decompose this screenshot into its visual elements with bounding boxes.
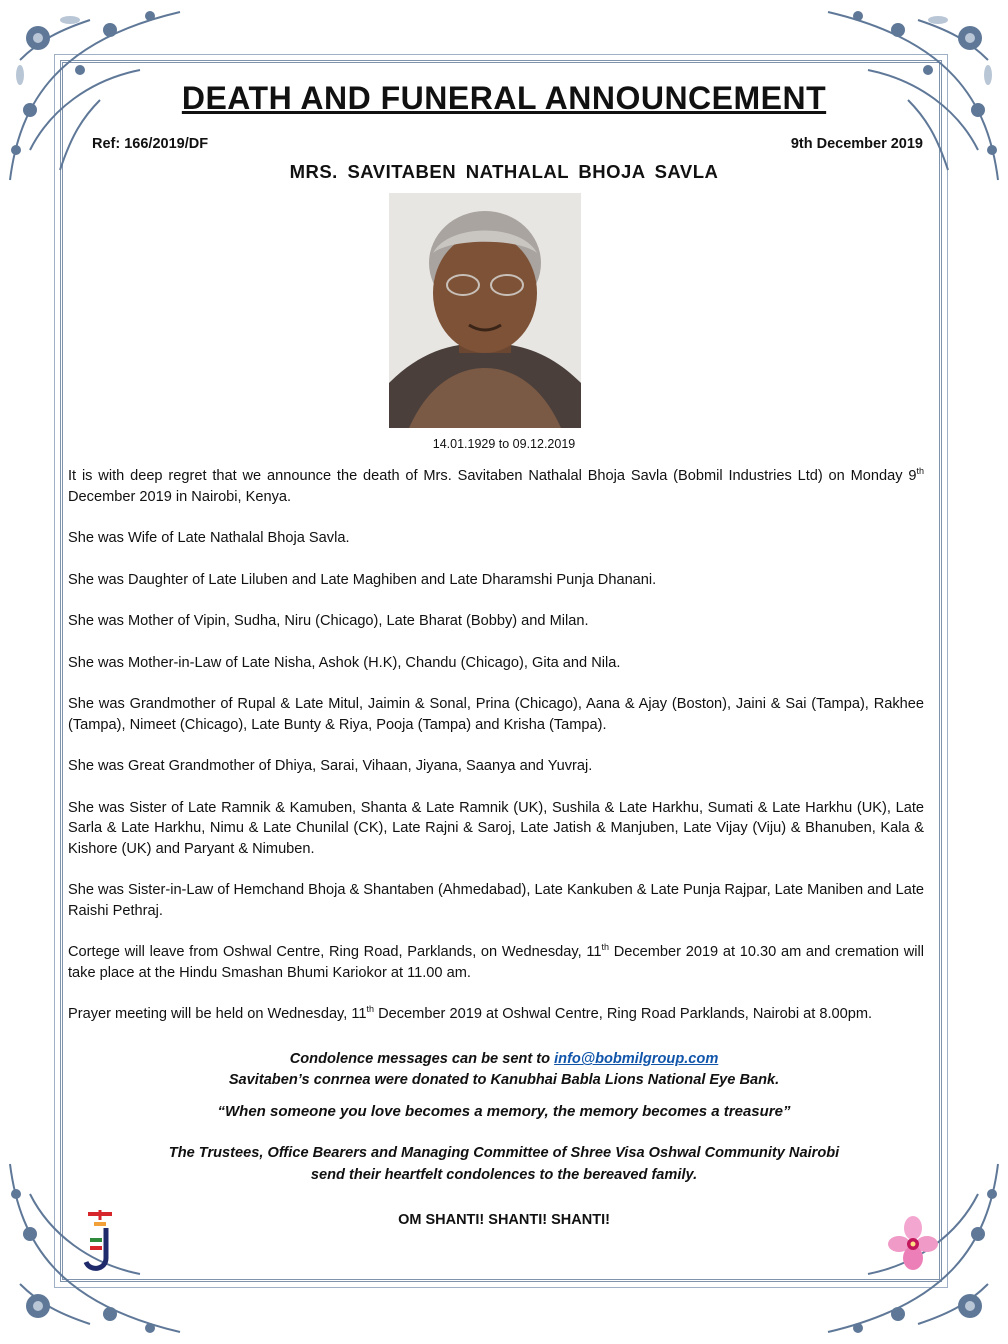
paragraph-sister: She was Sister of Late Ramnik & Kamuben, Shanta & Late Ramnik (UK), Sushila & Late Harkhu, Sumati & Late Harkhu (UK), Late Sarla & Late Harkhu, Nimu & Late Chunilal (CK), Late Rajni & Saroj, Late Jatish & Manjuben, Late Vijay (Viju) & Bhanuben, Kala & Kishore (UK) and Paryant & Nimuben. [68,799,924,857]
trustees-line-2: send their heartfelt condolences to the bereaved family. [310,1167,698,1183]
paragraph-daughter: She was Daughter of Late Liluben and Late Maghiben and Late Dharamshi Punja Dhanani. [68,571,657,588]
paragraph-sister-in-law: She was Sister-in-Law of Hemchand Bhoja & Shantaben (Ahmedabad), Late Kankuben & Late Punja Rajpar, Late Maniben and Late Raishi Pethraj. [68,882,924,919]
paragraph-mother: She was Mother of Vipin, Sudha, Niru (Chicago), Late Bharat (Bobby) and Milan. [68,613,589,629]
orchid-flower-icon [888,1214,938,1278]
paragraph-mother-in-law: She was Mother-in-Law of Late Nisha, Ashok (H.K), Chandu (Chicago), Gita and Nila. [68,654,621,671]
email-link[interactable]: info@bobmilgroup.com [554,1051,719,1067]
paragraph-prayer: Prayer meeting will be held on Wednesday, 11th December 2019 at Oshwal Centre, Ring Road Parklands, Nairobi at 8.00pm. [68,1004,873,1022]
deceased-name: MRS. SAVITABEN NATHALAL BHOJA SAVLA [289,161,719,182]
portrait-photo [389,193,581,428]
condolence-block [60,1049,948,1091]
page-title: DEATH AND FUNERAL ANNOUNCEMENT [181,80,827,116]
community-logo-icon [80,1206,120,1276]
life-dates: 14.01.1929 to 09.12.2019 [432,437,576,451]
condolence-line: Condolence messages can be sent to info@bobmilgroup.com [289,1051,719,1067]
memorial-quote: “When someone you love becomes a memory, the memory becomes a treasure” [217,1103,791,1120]
closing-prayer: OM SHANTI! SHANTI! SHANTI! [398,1212,610,1228]
announcement-date: 9th December 2019 [790,136,923,152]
trustees-message [60,1142,948,1186]
cornea-donation-line: Savitaben’s conrnea were donated to Kanubhai Babla Lions National Eye Bank. [228,1072,780,1088]
paragraph-death: It is with deep regret that we announce the death of Mrs. Savitaben Nathalal Bhoja Savla (Bobmil Industries Ltd) on Monday 9th December 2019 in Nairobi, Kenya. [68,466,924,505]
paragraph-grandmother: She was Grandmother of Rupal & Late Mitul, Jaimin & Sonal, Prina (Chicago), Aana & Ajay (Boston), Jaini & Sai (Tampa), Rakhee (Tampa), Nimeet (Chicago), Late Bunty & Riya, Pooja (Tampa) and Krisha (Tampa). [68,696,924,733]
paragraph-great-grandmother: She was Great Grandmother of Dhiya, Sarai, Vihaan, Jiyana, Saanya and Yuvraj. [68,758,593,774]
reference-number: Ref: 166/2019/DF [92,136,209,152]
trustees-line-1: The Trustees, Office Bearers and Managing Committee of Shree Visa Oshwal Community Nairobi [168,1145,840,1161]
announcement-body [68,466,924,1025]
paragraph-cortege: Cortege will leave from Oshwal Centre, Ring Road, Parklands, on Wednesday, 11th December 2019 at 10.30 am and cremation will take place at the Hindu Smashan Bhumi Kariokor at 11.00 am. [68,942,924,981]
paragraph-wife: She was Wife of Late Nathalal Bhoja Savla. [68,530,350,546]
